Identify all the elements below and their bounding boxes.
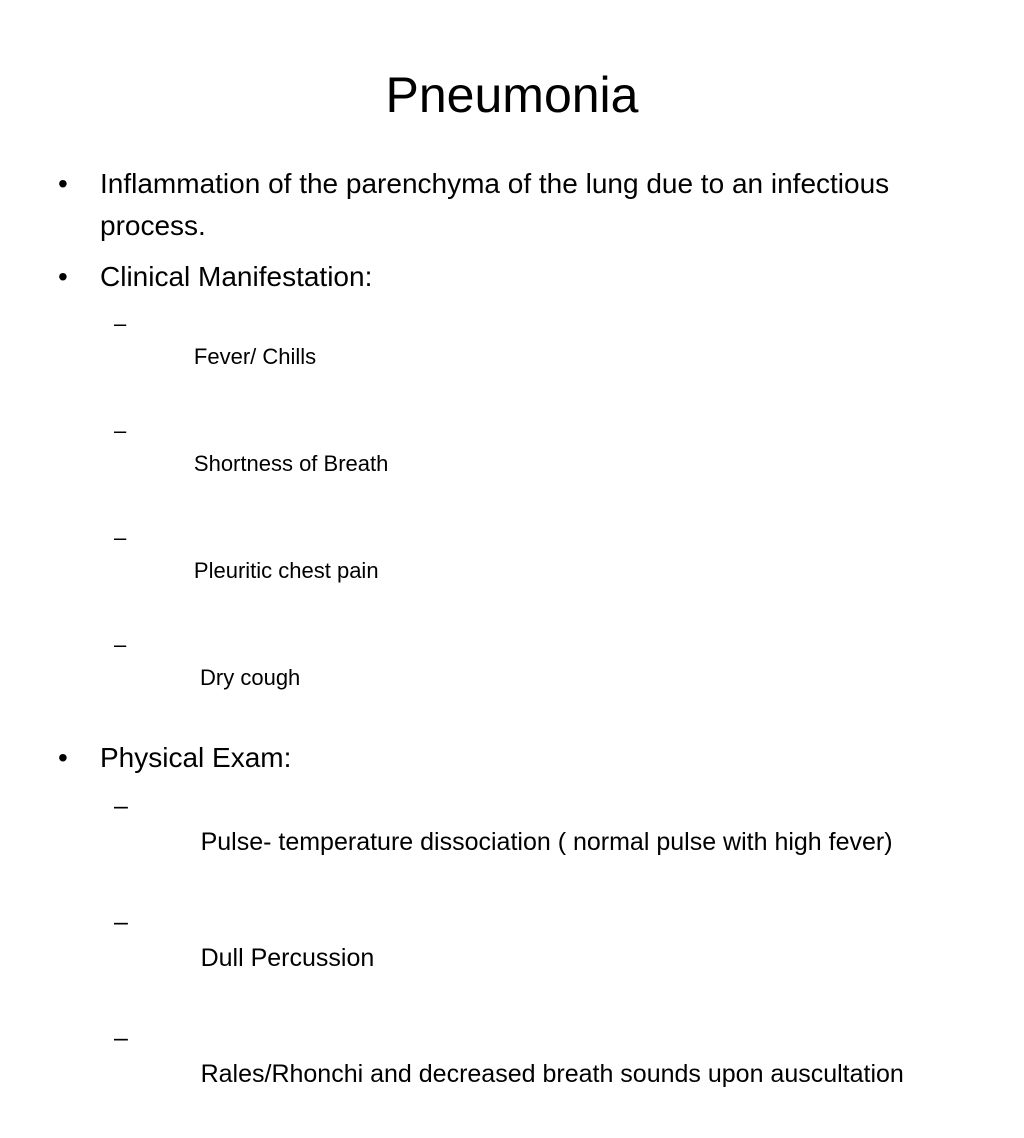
clinical-manifestation-list [58,307,958,727]
dash-icon: – [114,1024,128,1052]
bullet-text: Clinical Manifestation: [100,261,373,292]
physical-exam-list [58,788,958,1128]
sub-item [58,1020,958,1128]
bullet-definition [58,163,958,247]
sub-item-text: Pulse- temperature dissociation ( normal pulse with high fever) [200,828,893,856]
bullet-dot-icon: • [58,168,68,199]
dash-icon: – [114,908,128,936]
sub-item-text: Dry cough [193,665,301,690]
dash-icon: – [114,418,127,443]
dash-icon: – [114,311,127,336]
sub-item-text: Rales/Rhonchi and decreased breath sounds upon auscultation [200,1060,904,1088]
sub-item-text: Shortness of Breath [193,451,389,476]
slide-title: Pneumonia [385,67,639,123]
bullet-text: Physical Exam: [100,742,292,773]
bullet-dot-icon: • [58,742,68,773]
dash-icon: – [114,525,127,550]
sub-item [58,307,958,406]
sub-item [58,414,958,513]
bullet-dot-icon: • [58,261,68,292]
sub-item [58,521,958,620]
bullet-text: Inflammation of the parenchyma of the lung due to an infectious process. [100,168,890,241]
sub-item [58,788,958,896]
bullet-clinical-manifestation [58,256,958,298]
sub-item [58,628,958,727]
slide-content [58,163,958,1138]
dash-icon: – [114,632,127,657]
sub-item-text: Dull Percussion [200,944,375,972]
sub-item-text: Fever/ Chills [193,344,317,369]
sub-item [58,904,958,1012]
dash-icon: – [114,792,128,820]
bullet-physical-exam [58,737,958,779]
sub-item-text: Pleuritic chest pain [193,558,379,583]
